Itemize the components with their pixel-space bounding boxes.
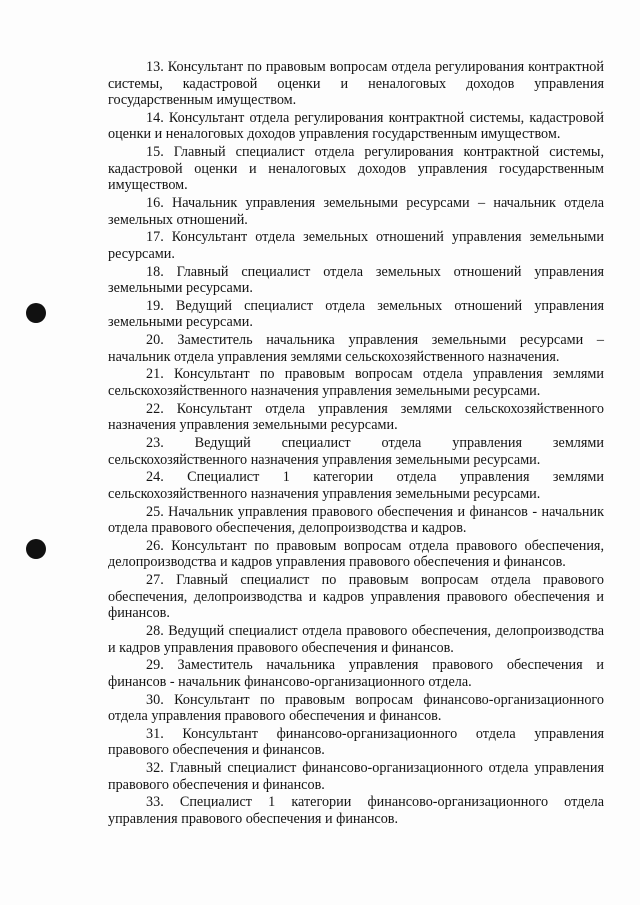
list-item: 33. Специалист 1 категории финансово-организационного отдела управления правового обеспечения и финансов. — [108, 794, 604, 827]
list-item: 29. Заместитель начальника управления правового обеспечения и финансов - начальник финансово-организационного отдела. — [108, 657, 604, 690]
list-item: 14. Консультант отдела регулирования контрактной системы, кадастровой оценки и неналоговых доходов управления государственным имуществом. — [108, 109, 604, 143]
list-item: 28. Ведущий специалист отдела правового обеспечения, делопроизводства и кадров управления правового обеспечения и финансов. — [108, 623, 604, 656]
list-item: 21. Консультант по правовым вопросам отдела управления землями сельскохозяйственного назначения управления земельными ресурсами. — [108, 366, 604, 400]
list-item: 25. Начальник управления правового обеспечения и финансов - начальник отдела правового обеспечения, делопроизводства и кадров. — [108, 503, 604, 537]
list-item: 30. Консультант по правовым вопросам финансово-организационного отдела управления правового обеспечения и финансов. — [108, 691, 604, 725]
list-item: 24. Специалист 1 категории отдела управления землями сельскохозяйственного назначения управления земельными ресурсами. — [108, 469, 604, 502]
list-item: 18. Главный специалист отдела земельных отношений управления земельными ресурсами. — [108, 263, 604, 297]
positions-list — [108, 59, 604, 829]
list-item: 15. Главный специалист отдела регулирования контрактной системы, кадастровой оценки и неналоговых доходов управления государственным имуществом. — [108, 144, 604, 194]
list-item: 23. Ведущий специалист отдела управления землями сельскохозяйственного назначения управления земельными ресурсами. — [108, 435, 604, 468]
list-item: 22. Консультант отдела управления землями сельскохозяйственного назначения управления земельными ресурсами. — [108, 400, 604, 434]
list-item: 31. Консультант финансово-организационного отдела управления правового обеспечения и финансов. — [108, 725, 604, 759]
list-item: 17. Консультант отдела земельных отношений управления земельными ресурсами. — [108, 229, 604, 262]
list-item: 27. Главный специалист по правовым вопросам отдела правового обеспечения, делопроизводства и кадров управления правового обеспечения и финансов. — [108, 572, 604, 622]
list-item: 32. Главный специалист финансово-организационного отдела управления правового обеспечения и финансов. — [108, 760, 604, 793]
list-item: 19. Ведущий специалист отдела земельных отношений управления земельными ресурсами. — [108, 297, 604, 331]
punch-hole-mark — [26, 539, 46, 559]
list-item: 20. Заместитель начальника управления земельными ресурсами – начальник отдела управления землями сельскохозяйственного назначения. — [108, 332, 604, 365]
list-item: 13. Консультант по правовым вопросам отдела регулирования контрактной системы, кадастровой оценки и неналоговых доходов управления государственным имуществом. — [108, 59, 604, 109]
list-item: 16. Начальник управления земельными ресурсами – начальник отдела земельных отношений. — [108, 195, 604, 228]
punch-hole-mark — [26, 303, 46, 323]
list-item: 26. Консультант по правовым вопросам отдела правового обеспечения, делопроизводства и кадров управления правового обеспечения и финансов. — [108, 537, 604, 571]
